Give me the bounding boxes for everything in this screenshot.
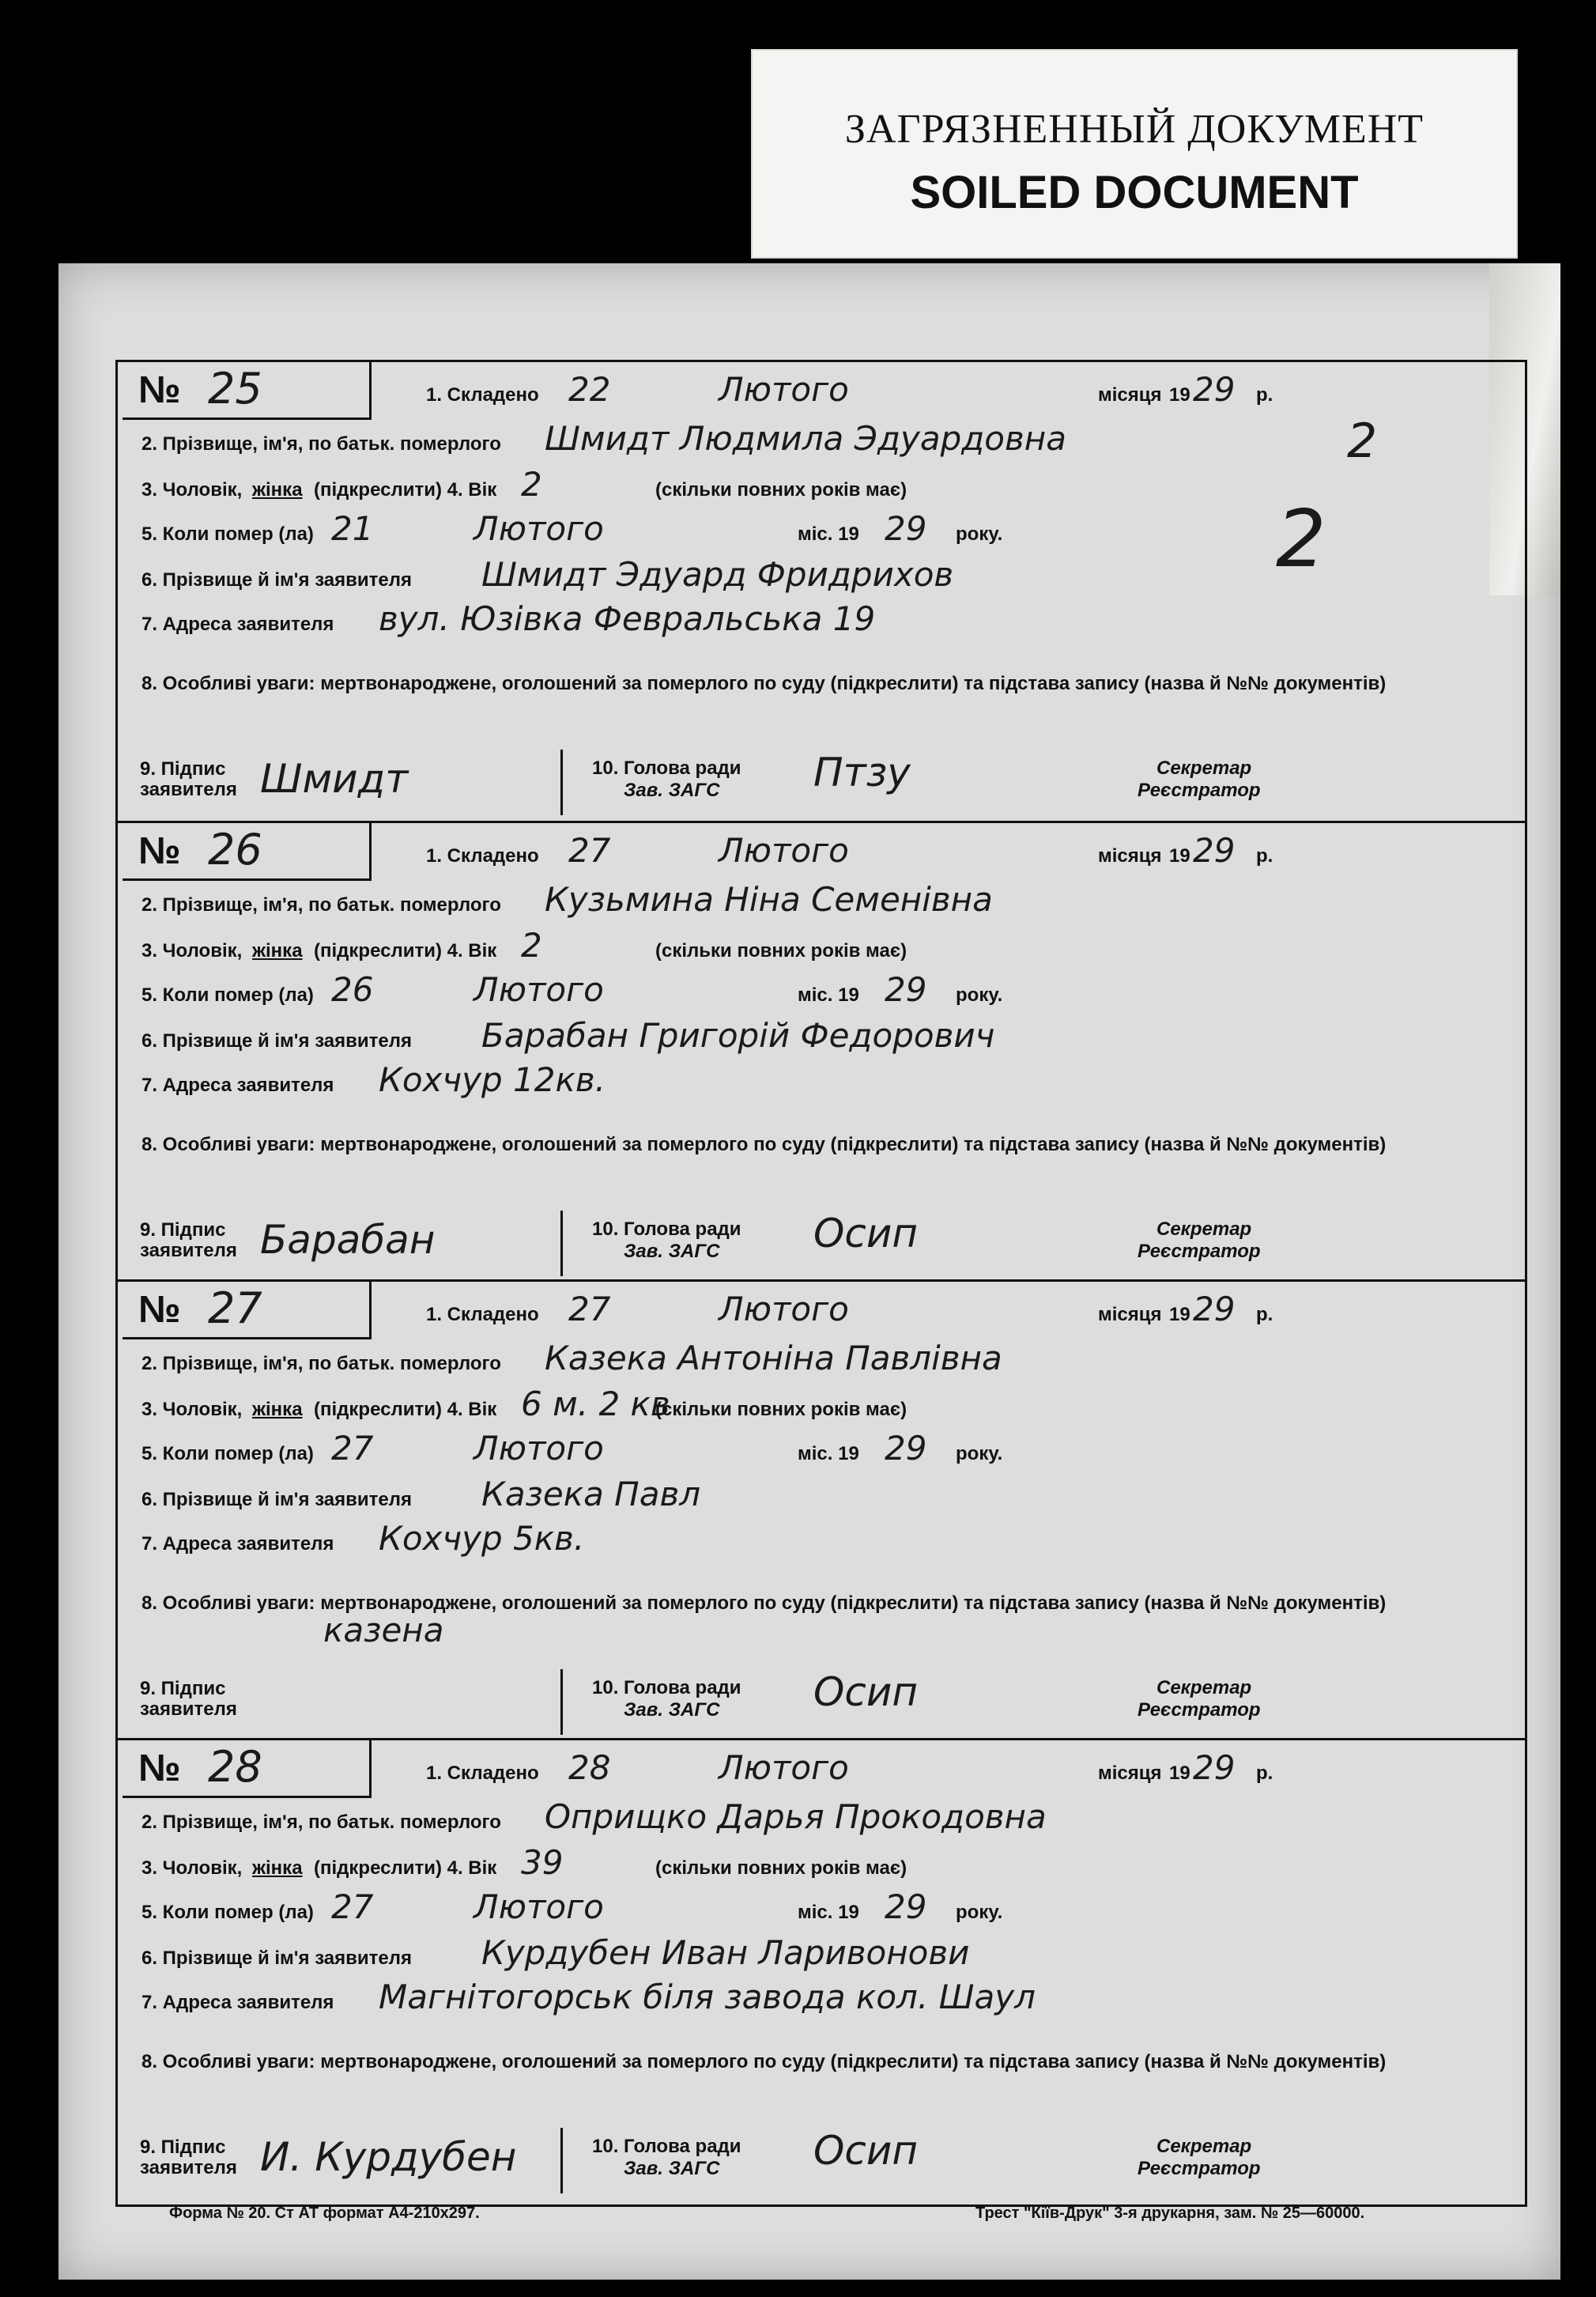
number-sign: № [138, 1747, 181, 1789]
row-registered [118, 1290, 1525, 1336]
soiled-document-label [751, 49, 1518, 259]
label-signature [140, 2137, 237, 2178]
registered-year: 29 [1193, 1748, 1236, 1787]
label-english: SOILED DOCUMENT [910, 167, 1359, 218]
label-applicant: 6. Прізвище й ім'я заявителя [141, 569, 413, 591]
death-month: Лютого [474, 1429, 604, 1468]
council-head-label [592, 757, 741, 802]
deceased-age: 6 м. 2 кв [521, 1385, 670, 1423]
row-notes [118, 1566, 1525, 1653]
label-age-note: (скільки повних років має) [655, 1399, 907, 1420]
applicant-signature-cell [118, 750, 563, 815]
row-deceased-name [118, 1339, 1525, 1385]
deceased-name: Кузьмина Ніна Семенівна [545, 880, 993, 919]
label-registrar: Реєстратор [1138, 2158, 1261, 2179]
label-sex: 3. Чоловік, [141, 1857, 243, 1879]
secretary-label [1138, 1218, 1261, 1263]
row-applicant [118, 1933, 1525, 1979]
register-form [115, 360, 1527, 2207]
label-age-note: (скільки повних років має) [655, 479, 907, 501]
secretary-label [1138, 757, 1261, 802]
label-year-word: року. [956, 1443, 1003, 1464]
record-number: 25 [208, 364, 262, 414]
label-registrar: Реєстратор [1138, 1699, 1261, 1721]
label-address: 7. Адреса заявителя [141, 1075, 334, 1096]
row-sex-age [118, 1385, 1525, 1430]
record-number: 28 [208, 1742, 262, 1792]
label-sex: 3. Чоловік, [141, 940, 243, 961]
label-year-prefix: 19 [1169, 1304, 1190, 1325]
label-registered: 1. Складено [426, 1304, 539, 1325]
death-year: 29 [885, 970, 927, 1009]
registered-year: 29 [1193, 1290, 1236, 1328]
label-zags-head: Зав. ЗАГС [624, 1699, 720, 1721]
label-month: місяця [1098, 384, 1162, 406]
deceased-age: 39 [521, 1843, 564, 1882]
row-address [118, 1519, 1525, 1565]
label-age: (підкреслити) 4. Вік [314, 479, 497, 501]
applicant-signature: Барабан [260, 1217, 436, 1263]
label-month: місяця [1098, 1304, 1162, 1325]
row-notes [118, 1108, 1525, 1195]
row-applicant [118, 1016, 1525, 1062]
label-year-word: року. [956, 1902, 1003, 1923]
row-sex-age [118, 1843, 1525, 1889]
footer-printer: Трест "Кіїв-Друк" 3-я друкарня, зам. № 25—60000. [975, 2204, 1365, 2222]
registered-year: 29 [1193, 831, 1236, 870]
label-secretary: Секретар [1156, 1218, 1252, 1240]
label-signature-line1: 9. Підпис [140, 2136, 226, 2158]
official-signature: Осип [813, 1669, 919, 1715]
footer-form-number: Форма № 20. Ст АТ формат А4-210х297. [169, 2204, 480, 2222]
label-signature [140, 759, 237, 800]
registered-year: 29 [1193, 370, 1236, 409]
secretary-label [1138, 1677, 1261, 1721]
label-year-suffix: р. [1256, 845, 1273, 867]
label-sex: 3. Чоловік, [141, 1399, 243, 1420]
label-month: місяця [1098, 1762, 1162, 1784]
row-notes [118, 647, 1525, 734]
death-record-26 [118, 821, 1525, 1276]
notes-value: казена [323, 1611, 444, 1649]
number-sign: № [138, 369, 181, 411]
label-death-date: 5. Коли помер (ла) [141, 1443, 314, 1464]
label-signature-line1: 9. Підпис [140, 1678, 226, 1699]
applicant-address: вул. Юзівка Февральська 19 [379, 599, 876, 638]
label-age: (підкреслити) 4. Вік [314, 1857, 497, 1879]
label-year-prefix: 19 [1169, 1762, 1190, 1784]
signature-area [118, 2128, 1525, 2193]
death-record-25 [118, 362, 1525, 815]
row-registered [118, 1748, 1525, 1794]
label-council-head: 10. Голова ради [592, 757, 741, 779]
label-council-head: 10. Голова ради [592, 1218, 741, 1240]
applicant-name: Шмидт Эдуард Фридрихов [481, 555, 954, 594]
registered-month: Лютого [719, 1748, 849, 1787]
label-female: жінка [252, 940, 303, 961]
label-signature [140, 1679, 237, 1720]
label-death-year: міс. 19 [798, 1443, 859, 1464]
label-year-suffix: р. [1256, 384, 1273, 406]
applicant-address: Кохчур 12кв. [379, 1060, 606, 1099]
row-registered [118, 370, 1525, 416]
label-council-head: 10. Голова ради [592, 2136, 741, 2157]
registered-month: Лютого [719, 831, 849, 870]
row-notes [118, 2025, 1525, 2112]
label-year-word: року. [956, 523, 1003, 545]
label-month: місяця [1098, 845, 1162, 867]
signature-area [118, 1669, 1525, 1735]
label-registered: 1. Складено [426, 1762, 539, 1784]
applicant-signature-cell [118, 1211, 563, 1276]
label-zags-head: Зав. ЗАГС [624, 2158, 720, 2179]
label-secretary: Секретар [1156, 757, 1252, 779]
record-number: 26 [208, 825, 262, 875]
row-death-date [118, 970, 1525, 1016]
label-registrar: Реєстратор [1138, 780, 1261, 801]
label-year-prefix: 19 [1169, 384, 1190, 406]
row-registered [118, 831, 1525, 877]
registered-day: 28 [568, 1748, 611, 1787]
label-address: 7. Адреса заявителя [141, 614, 334, 635]
applicant-signature: И. Курдубен [260, 2134, 517, 2180]
row-deceased-name [118, 419, 1525, 465]
label-year-prefix: 19 [1169, 845, 1190, 867]
label-year-word: року. [956, 984, 1003, 1006]
council-head-label [592, 1677, 741, 1721]
label-signature-line2: заявителя [140, 779, 237, 800]
label-applicant: 6. Прізвище й ім'я заявителя [141, 1030, 413, 1052]
label-deceased-name: 2. Прізвище, ім'я, по батьк. померлого [141, 433, 501, 455]
label-notes: 8. Особливі уваги: мертвонароджене, оголошений за померлого по суду (підкреслити) та підстава запису (назва й №№ документів) [141, 1134, 1387, 1155]
applicant-address: Кохчур 5кв. [379, 1519, 585, 1558]
label-signature-line1: 9. Підпис [140, 1219, 226, 1241]
label-year-suffix: р. [1256, 1304, 1273, 1325]
applicant-name: Казека Павл [481, 1475, 701, 1513]
label-signature [140, 1220, 237, 1261]
label-address: 7. Адреса заявителя [141, 1533, 334, 1555]
death-record-27 [118, 1279, 1525, 1735]
applicant-address: Магнітогорськ біля завода кол. Шаул [379, 1978, 1036, 2016]
label-deceased-name: 2. Прізвище, ім'я, по батьк. померлого [141, 894, 501, 916]
death-record-28 [118, 1738, 1525, 2193]
council-head-label [592, 1218, 741, 1263]
death-month: Лютого [474, 970, 604, 1009]
record-number: 27 [208, 1283, 262, 1333]
label-age: (підкреслити) 4. Вік [314, 940, 497, 961]
label-notes: 8. Особливі уваги: мертвонароджене, оголошений за померлого по суду (підкреслити) та підстава запису (назва й №№ документів) [141, 673, 1387, 694]
death-year: 29 [885, 509, 927, 548]
applicant-signature: Шмидт [260, 756, 409, 802]
signature-area [118, 750, 1525, 815]
death-month: Лютого [474, 1887, 604, 1926]
signature-area [118, 1211, 1525, 1276]
label-address: 7. Адреса заявителя [141, 1992, 334, 2013]
label-death-date: 5. Коли помер (ла) [141, 523, 314, 545]
label-female: жінка [252, 1857, 303, 1879]
label-sex: 3. Чоловік, [141, 479, 243, 501]
deceased-age: 2 [521, 926, 542, 965]
label-zags-head: Зав. ЗАГС [624, 780, 720, 801]
row-sex-age [118, 926, 1525, 972]
label-age-note: (скільки повних років має) [655, 940, 907, 961]
row-deceased-name [118, 1797, 1525, 1843]
row-address [118, 599, 1525, 645]
margin-note: 2 [1276, 493, 1326, 585]
row-address [118, 1978, 1525, 2023]
death-month: Лютого [474, 509, 604, 548]
applicant-name: Курдубен Иван Ларивонови [481, 1933, 970, 1972]
label-age-note: (скільки повних років має) [655, 1857, 907, 1879]
label-notes: 8. Особливі уваги: мертвонароджене, оголошений за померлого по суду (підкреслити) та підстава запису (назва й №№ документів) [141, 1592, 1387, 1614]
label-death-date: 5. Коли помер (ла) [141, 984, 314, 1006]
registered-month: Лютого [719, 370, 849, 409]
applicant-signature-cell [118, 2128, 563, 2193]
row-death-date [118, 1887, 1525, 1933]
label-death-year: міс. 19 [798, 984, 859, 1006]
label-deceased-name: 2. Прізвище, ім'я, по батьк. померлого [141, 1812, 501, 1833]
deceased-age: 2 [521, 465, 542, 504]
label-registered: 1. Складено [426, 845, 539, 867]
label-signature-line1: 9. Підпис [140, 758, 226, 780]
number-sign: № [138, 1289, 181, 1331]
official-signature: Осип [813, 2128, 919, 2174]
label-death-year: міс. 19 [798, 1902, 859, 1923]
label-death-date: 5. Коли помер (ла) [141, 1902, 314, 1923]
label-death-year: міс. 19 [798, 523, 859, 545]
deceased-name: Казека Антоніна Павлівна [545, 1339, 1002, 1377]
label-applicant: 6. Прізвище й ім'я заявителя [141, 1948, 413, 1969]
label-signature-line2: заявителя [140, 1240, 237, 1261]
label-notes: 8. Особливі уваги: мертвонароджене, оголошений за померлого по суду (підкреслити) та підстава запису (назва й №№ документів) [141, 2051, 1387, 2072]
label-deceased-name: 2. Прізвище, ім'я, по батьк. померлого [141, 1353, 501, 1374]
secretary-label [1138, 2136, 1261, 2180]
label-secretary: Секретар [1156, 2136, 1252, 2157]
label-registrar: Реєстратор [1138, 1241, 1261, 1262]
number-sign: № [138, 830, 181, 872]
label-signature-line2: заявителя [140, 1698, 237, 1720]
death-register-sheet [58, 263, 1560, 2280]
label-year-suffix: р. [1256, 1762, 1273, 1784]
row-death-date [118, 1429, 1525, 1475]
applicant-name: Барабан Григорій Федорович [481, 1016, 995, 1055]
death-year: 29 [885, 1429, 927, 1468]
death-day: 27 [331, 1429, 374, 1468]
deceased-name: Оприщко Дарья Прокодовна [545, 1797, 1047, 1836]
label-female: жінка [252, 479, 303, 501]
label-registered: 1. Складено [426, 384, 539, 406]
official-signature: Осип [813, 1211, 919, 1256]
label-council-head: 10. Голова ради [592, 1677, 741, 1698]
label-secretary: Секретар [1156, 1677, 1252, 1698]
death-day: 27 [331, 1887, 374, 1926]
death-day: 21 [331, 509, 374, 548]
row-deceased-name [118, 880, 1525, 926]
official-signature: Птзу [813, 750, 911, 795]
label-age: (підкреслити) 4. Вік [314, 1399, 497, 1420]
registered-day: 27 [568, 1290, 611, 1328]
applicant-signature-cell [118, 1669, 563, 1735]
label-female: жінка [252, 1399, 303, 1420]
label-signature-line2: заявителя [140, 2157, 237, 2178]
registered-day: 27 [568, 831, 611, 870]
row-address [118, 1060, 1525, 1106]
death-day: 26 [331, 970, 374, 1009]
label-zags-head: Зав. ЗАГС [624, 1241, 720, 1262]
deceased-name: Шмидт Людмила Эдуардовна [545, 419, 1066, 458]
registered-day: 22 [568, 370, 611, 409]
label-applicant: 6. Прізвище й ім'я заявителя [141, 1489, 413, 1510]
label-russian: ЗАГРЯЗНЕННЫЙ ДОКУМЕНТ [844, 107, 1424, 152]
death-year: 29 [885, 1887, 927, 1926]
council-head-label [592, 2136, 741, 2180]
margin-note-small: 2 [1347, 414, 1378, 469]
registered-month: Лютого [719, 1290, 849, 1328]
row-applicant [118, 1475, 1525, 1521]
